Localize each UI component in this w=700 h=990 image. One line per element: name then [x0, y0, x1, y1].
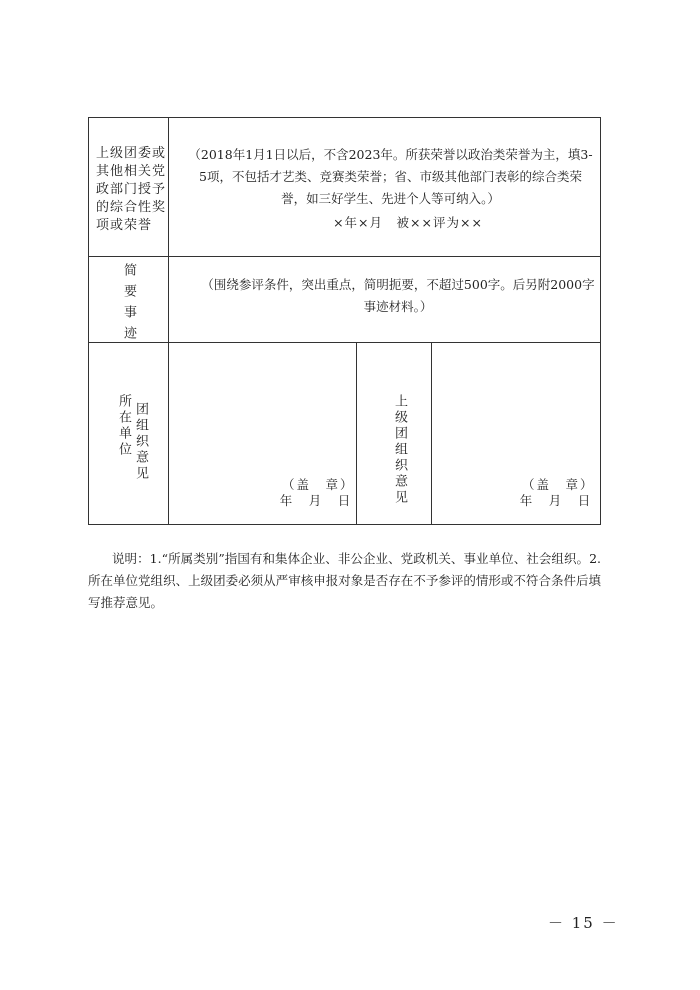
table-top-border: [88, 117, 601, 118]
label-column-divider: [168, 117, 169, 525]
opinion-column-divider-2: [431, 342, 432, 525]
row-divider-honor-deeds: [88, 256, 601, 257]
unit-date-placeholder: 年 月 日: [279, 493, 353, 508]
honor-row-label: 上级团委或其他相关党政部门授予的综合性奖项或荣誉: [96, 146, 167, 233]
unit-opinion-label-part-1: 所在单位: [116, 394, 131, 458]
unit-seal-placeholder: （盖 章）: [282, 477, 355, 492]
row-divider-deeds-opinions: [88, 342, 601, 343]
honor-instruction: （2018年1月1日以后，不含2023年。所获荣誉以政治类荣誉为主，填3-5项，不包括才艺类、竞赛类荣誉；省、市级其他部门表彰的综合类荣誉，如三好学生、先进个人等可纳入。）: [188, 147, 593, 206]
deeds-instruction: （围绕参评条件，突出重点，简明扼要，不超过500字。后另附2000字事迹材料。）: [201, 277, 595, 314]
opinion-column-divider-1: [356, 342, 357, 525]
table-right-border: [600, 117, 601, 525]
upper-seal-placeholder: （盖 章）: [522, 477, 595, 492]
honor-sample-entry: ×年×月 被××评为××: [333, 215, 483, 230]
deeds-row-label: 简要事迹: [121, 263, 136, 347]
application-form-table: [88, 117, 601, 525]
upper-date-placeholder: 年 月 日: [519, 493, 593, 508]
upper-league-opinion-label: 上级团组织意见: [392, 394, 407, 506]
form-notes: 说明：1.“所属类别”指国有和集体企业、非公企业、党政机关、事业单位、社会组织。2.所在单位党组织、上级团委必须从严审核申报对象是否存在不予参评的情形或不符合条件后填写推荐意见。: [88, 551, 601, 610]
table-bottom-border: [88, 524, 601, 525]
table-left-border: [88, 117, 89, 525]
unit-opinion-label-part-2: 团组织意见: [133, 402, 148, 482]
page-number: － 15 －: [548, 914, 619, 932]
